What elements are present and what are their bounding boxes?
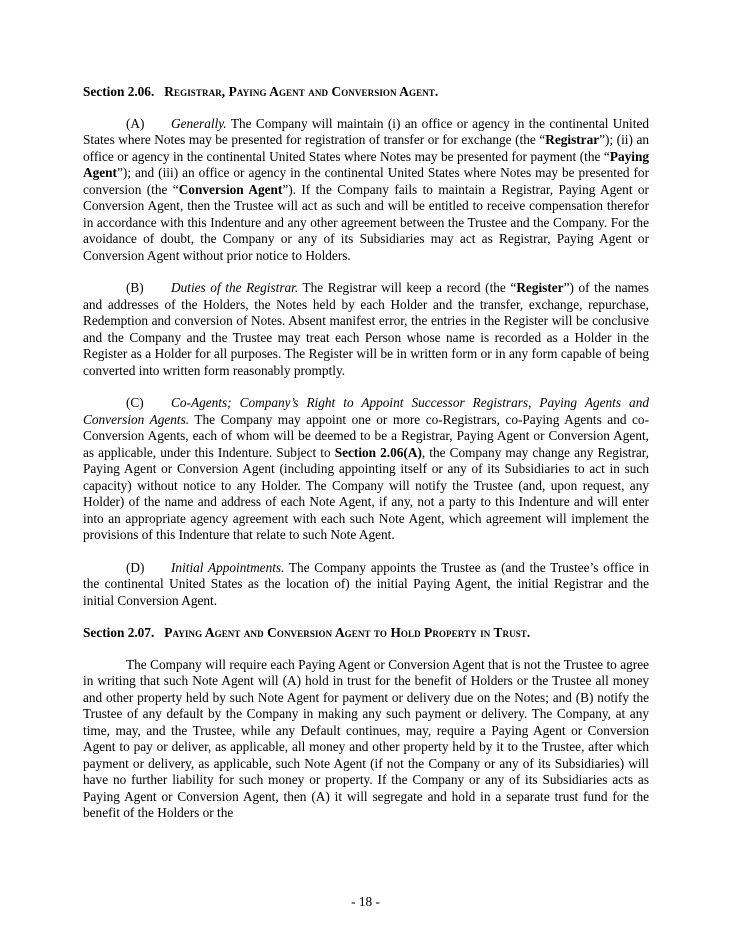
paragraph-d-text-1: The Company appoints the Trustee as (and the Trustee’s office in the continental United States as the location of) the initial Paying Agent, the initial Registrar and the initial Conversion Agent. (83, 559, 649, 608)
paragraph-a-text-3: ”); and (iii) an office or agency in the continental United States where Notes may be presented for conversion (the “ (83, 165, 649, 197)
paragraph-c-text-1: The Company may appoint one or more co-Registrars, co-Paying Agents and co-Conversion Agents, each of whom will be deemed to be a Registrar, Paying Agent or Conversion Agent, as applicable, under this Indenture. Subject to (83, 411, 649, 460)
section-2-06-number: Section 2.06. (83, 84, 155, 99)
term-conversion-agent: Conversion Agent (178, 181, 283, 197)
section-2-07-number: Section 2.07. (83, 625, 155, 640)
section-2-07-paragraph: The Company will require each Paying Agent or Conversion Agent that is not the Trustee to agree in writing that such Note Agent will (A) hold in trust for the benefit of Holders or the Trustee all money and other property held by such Note Agent for payment or delivery due on the Notes; and (B) notify the Trustee of any default by the Company in making any such payment or delivery. The Company, at any time, may, and the Trustee, while any Default continues, may, require a Paying Agent or Conversion Agent to pay or deliver, as applicable, all money and other property held by it to the Trustee, after which payment or delivery, as applicable, such Note Agent (if not the Company or any of its Subsidiaries) will have no further liability for such money or property. If the Company or any of its Subsidiaries acts as Paying Agent or Conversion Agent, then (A) it will segregate and hold in a separate trust fund for the benefit of the Holders or the (83, 656, 649, 820)
paragraph-d-label: (D) (126, 559, 145, 575)
section-2-07-title: Paying Agent and Conversion Agent to Hold Property in Trust. (164, 625, 531, 640)
paragraph-b (83, 280, 649, 379)
paragraph-b-label: (B) (126, 280, 144, 295)
paragraph-a-text-4: ”). If the Company fails to maintain a Registrar, Paying Agent or Conversion Agent, then the Trustee will act as such and will be entitled to receive compensation therefor in accordance with this Indenture and any other agreement between the Trustee and the Company. For the avoidance of doubt, the Company or any of its Subsidiaries may act as Registrar, Paying Agent or Conversion Agent without prior notice to Holders. (83, 181, 649, 263)
paragraph-c-label: (C) (126, 395, 144, 410)
paragraph-a-label: (A) (126, 115, 145, 131)
term-register: Register (516, 280, 564, 295)
section-2-07-heading (83, 625, 649, 642)
paragraph-a-caption: Generally. (171, 115, 227, 131)
cross-reference-section-2-06-a: Section 2.06(A) (334, 444, 422, 460)
paragraph-b-caption: Duties of the Registrar. (171, 280, 299, 295)
paragraph-a-text-1: The Company will maintain (i) an office or agency in the continental United States where Notes may be presented for registration of transfer or for exchange (the “ (83, 115, 649, 147)
section-2-06-heading (83, 84, 649, 101)
paragraph-b-text-2: ”) of the names and addresses of the Holders, the Notes held by each Holder and the transfer, exchange, repurchase, Redemption and conversion of Notes. Absent manifest error, the entries in the Register will be conclusive and the Company and the Trustee may treat each Person whose name is recorded as a Holder in the Register as a Holder for all purposes. The Register will be in written form or in any form capable of being converted into written form reasonably promptly. (83, 280, 649, 378)
paragraph-b-text-1: The Registrar will keep a record (the “ (298, 280, 517, 295)
paragraph-d-caption: Initial Appointments. (171, 559, 285, 575)
paragraph-c-text-2: , the Company may change any Registrar, Paying Agent or Conversion Agent (including appointing itself or any of its Subsidiaries to act in such capacity) without notice to any Holder. The Company will notify the Trustee (and, upon request, any Holder) of the name and address of each Note Agent, if any, not a party to this Indenture and will enter into an appropriate agency agreement with each such Note Agent, which agreement will implement the provisions of this Indenture that relate to such Note Agent. (83, 444, 649, 542)
document-page (83, 84, 649, 822)
section-2-06-title: Registrar, Paying Agent and Conversion Agent. (164, 84, 439, 99)
paragraph-d (83, 560, 649, 610)
paragraph-c (83, 395, 649, 544)
term-registrar: Registrar (545, 132, 600, 147)
term-paying-agent: Paying Agent (83, 148, 649, 180)
paragraph-c-caption: Co-Agents; Company’s Right to Appoint Successor Registrars, Paying Agents and Conversion Agents. (83, 395, 649, 427)
paragraph-a (83, 116, 649, 265)
paragraph-a-text-2: ”); (ii) an office or agency in the continental United States where Notes may be presented for payment (the “ (83, 132, 650, 164)
page-number: - 18 - (351, 894, 380, 909)
